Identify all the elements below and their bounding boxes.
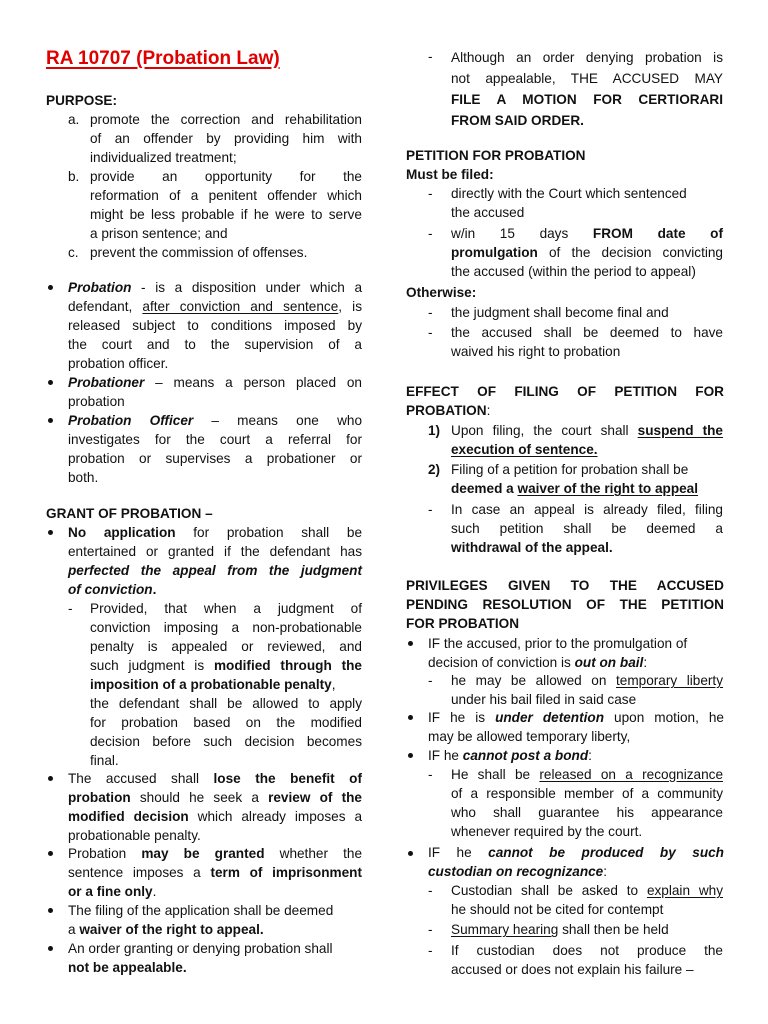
bullet-marker — [48, 530, 53, 535]
effect-number-2: 2) — [428, 462, 441, 477]
summary-hearing — [451, 920, 669, 939]
text: PROBATION — [406, 403, 487, 418]
text: whether the — [264, 846, 363, 861]
dash-marker: - — [428, 883, 433, 898]
must-item-court — [451, 184, 723, 222]
bullet-marker — [48, 776, 53, 781]
effect-heading — [406, 382, 724, 420]
dash-marker: - — [428, 502, 433, 517]
text: IF he — [428, 845, 489, 860]
text: Filing of a petition for probation shall be — [451, 462, 689, 477]
text: a prison sentence; and — [90, 226, 228, 241]
text: shall then be held — [558, 922, 669, 937]
definition-probationer — [68, 373, 362, 411]
text: IF he — [428, 748, 463, 763]
text: cannot be produced by such — [488, 845, 724, 860]
effect-item-suspend — [451, 421, 723, 459]
text: of a responsible member of a community — [451, 786, 723, 801]
text: custodian on recognizance — [428, 864, 604, 879]
text: Although an order denying probation is — [451, 50, 723, 65]
text: FOR PROBATION — [406, 616, 520, 631]
bullet-marker — [48, 380, 53, 385]
privilege-recognizance-sub — [451, 765, 723, 841]
text: promote the correction and rehabilitation — [90, 112, 362, 127]
dash-marker: - — [428, 922, 433, 937]
text: who shall guarantee his appearance — [451, 805, 723, 820]
text: probation or supervises a probationer or — [68, 451, 362, 466]
text: PRIVILEGES GIVEN TO THE ACCUSED — [406, 578, 724, 593]
text: . — [152, 582, 157, 597]
text: , is — [338, 299, 363, 314]
text: prevent the commission of offenses. — [90, 245, 308, 260]
text: released subject to conditions imposed by — [68, 318, 362, 333]
otherwise-item-waived — [451, 323, 723, 361]
text: review of the — [268, 790, 362, 805]
grant-item-not-appealable — [68, 939, 362, 977]
bullet-marker — [48, 285, 53, 290]
grant-heading: GRANT OF PROBATION – — [46, 506, 213, 521]
purpose-item-marker: a. — [68, 112, 80, 127]
text: probation — [68, 790, 131, 805]
text: PENDING RESOLUTION OF THE PETITION — [406, 597, 724, 612]
text: the accused (within the period to appeal) — [451, 264, 696, 279]
text: – means one who — [193, 413, 363, 428]
text: individualized treatment; — [90, 150, 237, 165]
text: modified through the — [213, 658, 362, 673]
dash-marker: - — [68, 601, 73, 616]
text: the accused shall be deemed to have — [451, 325, 723, 340]
certiorari-note — [451, 47, 723, 131]
purpose-heading: PURPOSE: — [46, 93, 118, 108]
text: cannot post a bond — [462, 748, 589, 763]
grant-item-waiver — [68, 901, 362, 939]
text: Upon filing, the court shall — [451, 423, 638, 438]
text: whenever required by the court. — [451, 824, 643, 839]
text: might be less probable if he were to serve — [90, 207, 362, 222]
text: FROM SAID ORDER. — [451, 113, 584, 128]
text: , — [331, 677, 336, 692]
grant-item-lose-benefit — [68, 769, 362, 845]
text: perfected the appeal from the judgment — [68, 563, 362, 578]
privilege-under-detention — [428, 708, 724, 746]
dash-marker: - — [428, 325, 433, 340]
bullet-marker — [48, 851, 53, 856]
petition-heading: PETITION FOR PROBATION — [406, 148, 586, 163]
text: under his bail filed in said case — [451, 692, 637, 707]
text: may be allowed temporary liberty, — [428, 729, 631, 744]
text: IF he is — [428, 710, 496, 725]
text: explain why — [646, 883, 723, 898]
text: modified decision — [68, 809, 189, 824]
effect-item-withdrawal — [451, 500, 723, 557]
text: In case an appeal is already filed, filing — [451, 502, 723, 517]
text: should he seek a — [130, 790, 269, 805]
otherwise-heading: Otherwise: — [406, 285, 477, 300]
bullet-marker — [408, 753, 413, 758]
text: final. — [90, 753, 119, 768]
text: w/in 15 days — [451, 226, 593, 241]
text: Provided, that when a judgment of — [90, 601, 362, 616]
text: decision of conviction is — [428, 655, 575, 670]
purpose-item — [90, 110, 362, 167]
purpose-item-marker: b. — [68, 169, 80, 184]
text: both. — [68, 470, 99, 485]
text: – means a person placed on — [144, 375, 362, 390]
text: under detention — [495, 710, 605, 725]
text: Custodian shall be asked to — [451, 883, 647, 898]
dash-marker: - — [428, 673, 433, 688]
purpose-item — [90, 243, 362, 262]
privilege-cannot-be-produced — [428, 843, 724, 881]
text: . — [152, 884, 157, 899]
must-be-filed-heading: Must be filed: — [406, 167, 494, 182]
text: Summary hearing — [451, 922, 559, 937]
text: sentence imposes a — [68, 865, 211, 880]
dash-marker: - — [428, 767, 433, 782]
text: provide an opportunity for the — [90, 169, 362, 184]
custodian-failure — [451, 941, 723, 979]
text: If custodian does not produce the — [451, 943, 723, 958]
text: FROM date of — [592, 226, 723, 241]
text: defendant, — [68, 299, 143, 314]
text: the defendant shall be allowed to apply — [90, 696, 362, 711]
text: conviction imposing a non-probationable — [90, 620, 362, 635]
otherwise-item-final: the judgment shall become final and — [451, 305, 669, 320]
text: not appealable, THE ACCUSED MAY — [451, 71, 723, 86]
text: deemed a — [451, 481, 518, 496]
text: the accused — [451, 205, 525, 220]
dash-marker: - — [428, 305, 433, 320]
text: waived his right to probation — [451, 344, 621, 359]
definition-probation — [68, 278, 362, 373]
term-probationer: Probationer — [68, 375, 145, 390]
text: - is a disposition under which a — [131, 280, 362, 295]
text: of an offender by providing him with — [90, 131, 362, 146]
underlined-text: after conviction and sentence — [142, 299, 339, 314]
term-probation-officer: Probation Officer — [68, 413, 194, 428]
privilege-bail-sub — [451, 671, 723, 709]
text: lose the benefit of — [213, 771, 362, 786]
text: Probation — [68, 846, 142, 861]
dash-marker: - — [428, 943, 433, 958]
text: of conviction — [68, 582, 153, 597]
text: probationable penalty. — [68, 828, 201, 843]
text: promulgation — [451, 245, 538, 260]
text: reformation of a penitent offender which — [90, 188, 362, 203]
text: accused or does not explain his failure – — [451, 962, 694, 977]
text: withdrawal of the appeal. — [451, 540, 613, 555]
document-title: RA 10707 (Probation Law) — [46, 48, 280, 69]
definition-probation-officer — [68, 411, 362, 487]
bullet-marker — [48, 946, 53, 951]
text: upon motion, he — [604, 710, 724, 725]
text: for probation based on the modified — [90, 715, 362, 730]
text: released on a recognizance — [539, 767, 723, 782]
text: he may be allowed on — [451, 673, 616, 688]
text: of the decision convicting — [537, 245, 723, 260]
text: : — [486, 403, 491, 418]
text: EFFECT OF FILING OF PETITION FOR — [406, 384, 724, 399]
text: The accused shall — [68, 771, 214, 786]
text: temporary liberty — [615, 673, 724, 688]
grant-item-no-application — [68, 523, 362, 599]
text: he should not be cited for contempt — [451, 902, 664, 917]
dash-marker: - — [428, 226, 433, 241]
text: a — [68, 922, 80, 937]
text: waiver of the right to appeal. — [79, 922, 264, 937]
text: term of imprisonment — [210, 865, 362, 880]
text: probation officer. — [68, 356, 169, 371]
effect-number-1: 1) — [428, 423, 441, 438]
must-item-15-days — [451, 224, 723, 281]
text: entertained or granted if the defendant has — [68, 544, 362, 559]
text: the court and to the supervision of a — [68, 337, 362, 352]
text: waiver of the right to appeal — [517, 481, 699, 496]
text: which already imposes a — [188, 809, 363, 824]
text: The filing of the application shall be deemed — [68, 903, 334, 918]
text: No application — [68, 525, 176, 540]
purpose-item-marker: c. — [68, 245, 79, 260]
text: out on bail — [574, 655, 644, 670]
text: He shall be — [451, 767, 540, 782]
text: FILE A MOTION FOR CERTIORARI — [451, 92, 723, 107]
text: IF the accused, prior to the promulgation of — [428, 636, 688, 651]
purpose-item — [90, 167, 362, 243]
text: investigates for the court a referral for — [68, 432, 362, 447]
text: An order granting or denying probation shall — [68, 941, 333, 956]
bullet-marker — [48, 908, 53, 913]
dash-marker: - — [428, 186, 433, 201]
grant-item-may-be-granted — [68, 844, 362, 901]
effect-item-waiver — [451, 460, 723, 498]
text: such petition shall be deemed a — [451, 521, 723, 536]
text: may be granted — [141, 846, 265, 861]
text: directly with the Court which sentenced — [451, 186, 687, 201]
privilege-out-on-bail — [428, 634, 724, 672]
text: : — [603, 864, 608, 879]
privilege-cannot-post-bond — [428, 746, 592, 765]
term-probation: Probation — [68, 280, 132, 295]
text: suspend the — [637, 423, 723, 438]
text: not be appealable. — [68, 960, 187, 975]
text: : — [643, 655, 648, 670]
bullet-marker — [408, 641, 413, 646]
bullet-marker — [48, 418, 53, 423]
text: execution of sentence. — [451, 442, 598, 457]
bullet-marker — [408, 715, 413, 720]
bullet-marker — [408, 851, 413, 856]
text: imposition of a probationable penalty — [90, 677, 332, 692]
text: or a fine only — [68, 884, 153, 899]
text: decision before such decision becomes — [90, 734, 362, 749]
text: penalty is appealed or reviewed, and — [90, 639, 362, 654]
text: such judgment is — [90, 658, 214, 673]
grant-proviso — [90, 599, 362, 770]
dash-marker: - — [428, 49, 433, 64]
text: for probation shall be — [175, 525, 362, 540]
text: probation — [68, 394, 125, 409]
custodian-explain — [451, 881, 723, 919]
privileges-heading — [406, 576, 724, 633]
text: : — [588, 748, 592, 763]
